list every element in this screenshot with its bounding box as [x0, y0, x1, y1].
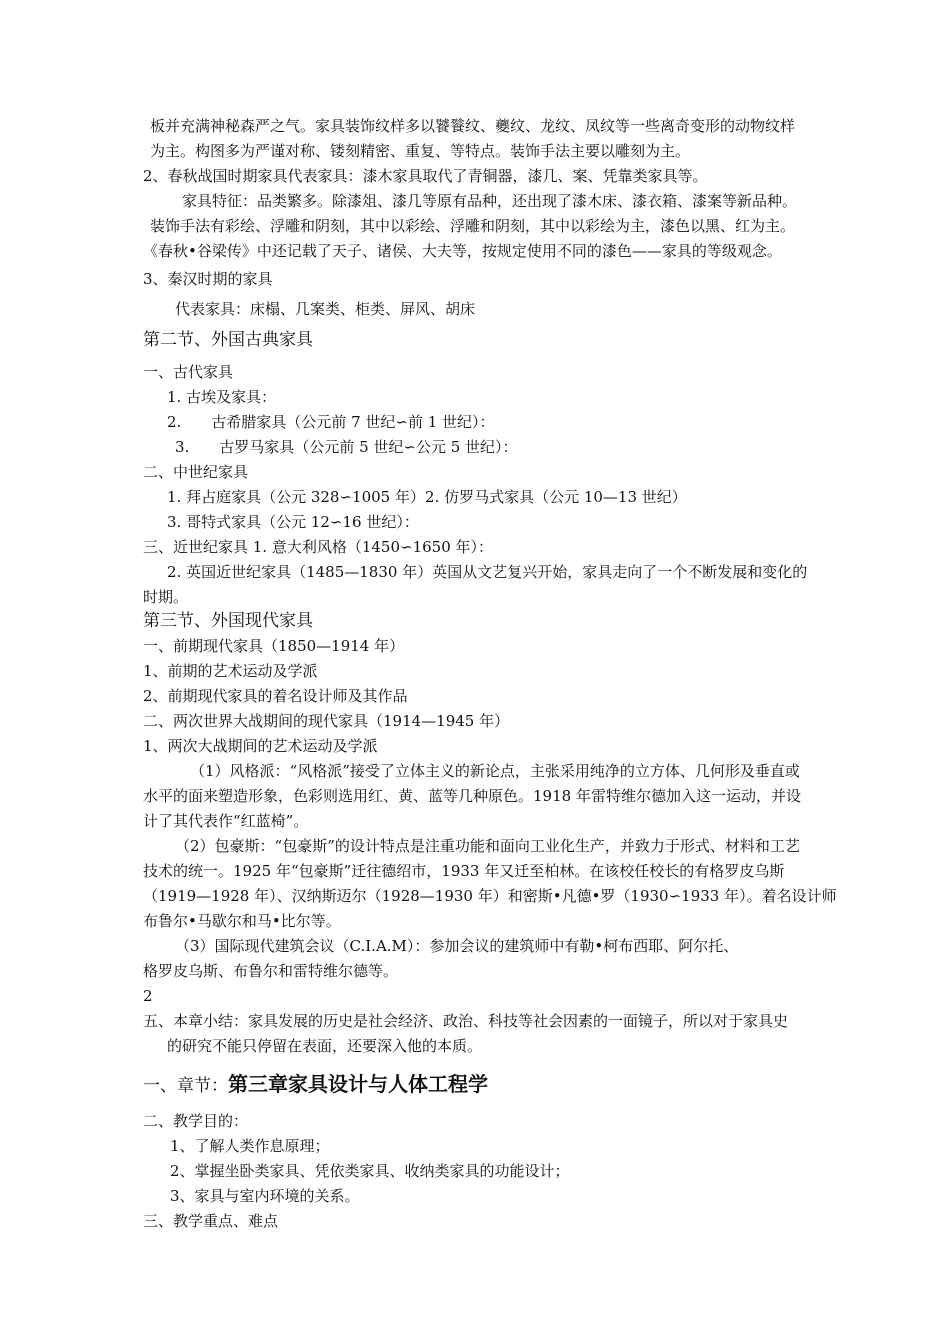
- list-item: 2. 英国近世纪家具（1485—1830 年）英国从文艺复兴开始，家具走向了一个不断发展和变化的: [167, 563, 808, 581]
- page-number: 2: [143, 987, 153, 1005]
- paragraph-line: 技术的统一。1925 年“包豪斯”迁往德绍市，1933 年又迁至柏林。在该校任校长的有格罗皮乌斯: [143, 862, 785, 880]
- paragraph-line: 1、前期的艺术运动及学派: [143, 662, 318, 680]
- chapter-prefix: 一、章节：: [143, 1076, 228, 1096]
- paragraph-line: 二、中世纪家具: [143, 463, 249, 481]
- paragraph-line: （1）风格派：“风格派”接受了立体主义的新论点，主张采用纯净的立方体、几何形及垂直或: [190, 762, 800, 780]
- paragraph-line: 五、本章小结：家具发展的历史是社会经济、政治、科技等社会因素的一面镜子，所以对于家具史: [143, 1012, 789, 1030]
- list-item: 1、了解人类作息原理；: [170, 1137, 330, 1155]
- section-heading: 第三节、外国现代家具: [143, 611, 313, 631]
- paragraph-line: 计了其代表作“红蓝椅”。: [143, 812, 309, 830]
- list-item: 3. 哥特式家具（公元 12∽16 世纪）：: [167, 513, 419, 531]
- list-item: 1. 拜占庭家具（公元 328∽1005 年）2. 仿罗马式家具（公元 10—13 世纪）: [167, 488, 687, 506]
- list-item: 2. 古希腊家具（公元前 7 世纪∽前 1 世纪）：: [167, 413, 495, 431]
- section-heading: 第二节、外国古典家具: [143, 330, 313, 350]
- paragraph-line: 二、教学目的：: [143, 1112, 249, 1130]
- paragraph-line: 2、春秋战国时期家具代表家具：漆木家具取代了青铜器，漆几、案、凭靠类家具等。: [143, 167, 708, 185]
- paragraph-line: 三、近世纪家具 1. 意大利风格（1450∽1650 年）：: [143, 538, 494, 556]
- chapter-heading: [143, 1071, 488, 1099]
- paragraph-line: 《春秋•谷梁传》中还记载了天子、诸侯、大夫等，按规定使用不同的漆色——家具的等级观念。: [143, 242, 782, 260]
- list-item: 3. 古罗马家具（公元前 5 世纪∽公元 5 世纪）：: [175, 438, 518, 456]
- paragraph-line: 板并充满神秘森严之气。家具装饰纹样多以饕餮纹、夔纹、龙纹、凤纹等一些离奇变形的动物纹样: [150, 117, 796, 135]
- list-item: 1. 古埃及家具：: [167, 388, 277, 406]
- paragraph-line: 代表家具：床榻、几案类、柜类、屏风、胡床: [175, 300, 476, 318]
- paragraph-line: 2、前期现代家具的着名设计师及其作品: [143, 687, 408, 705]
- list-item: 2、掌握坐卧类家具、凭依类家具、收纳类家具的功能设计；: [170, 1162, 570, 1180]
- paragraph-line: 一、古代家具: [143, 363, 234, 381]
- paragraph-line: （3）国际现代建筑会议（C.I.A.M）：参加会议的建筑师中有勒•柯布西耶、阿尔托、: [175, 937, 739, 955]
- paragraph-line: 布鲁尔•马歇尔和马•比尔等。: [143, 912, 341, 930]
- paragraph-line: 时期。: [143, 588, 189, 606]
- paragraph-line: 三、教学重点、难点: [143, 1212, 279, 1230]
- list-item: 3、家具与室内环境的关系。: [170, 1187, 360, 1205]
- paragraph-line: 的研究不能只停留在表面，还要深入他的本质。: [167, 1037, 483, 1055]
- paragraph-line: 1、两次大战期间的艺术运动及学派: [143, 737, 378, 755]
- paragraph-line: （2）包豪斯：“包豪斯”的设计特点是注重功能和面向工业化生产，并致力于形式、材料和工艺: [175, 837, 800, 855]
- chapter-title: 第三章家具设计与人体工程学: [228, 1072, 488, 1096]
- paragraph-line: （1919—1928 年）、汉纳斯迈尔（1928—1930 年）和密斯•凡德•罗（1930∽1933 年）。着名设计师: [143, 887, 837, 905]
- paragraph-line: 3、秦汉时期的家具: [143, 270, 273, 288]
- paragraph-line: 一、前期现代家具（1850—1914 年）: [143, 637, 405, 655]
- paragraph-line: 装饰手法有彩绘、浮雕和阴刻，其中以彩绘、浮雕和阴刻，其中以彩绘为主，漆色以黑、红为主。: [150, 217, 796, 235]
- paragraph-line: 为主。构图多为严谨对称、镂刻精密、重复、等特点。装饰手法主要以雕刻为主。: [150, 142, 691, 160]
- paragraph-line: 家具特征：品类繁多。除漆俎、漆几等原有品种，还出现了漆木床、漆衣箱、漆案等新品种。: [182, 192, 798, 210]
- paragraph-line: 水平的面来塑造形象，色彩则选用红、黄、蓝等几种原色。1918 年雷特维尔德加入这一运动，并设: [143, 787, 801, 805]
- paragraph-line: 二、两次世界大战期间的现代家具（1914—1945 年）: [143, 712, 510, 730]
- paragraph-line: 格罗皮乌斯、布鲁尔和雷特维尔德等。: [143, 962, 399, 980]
